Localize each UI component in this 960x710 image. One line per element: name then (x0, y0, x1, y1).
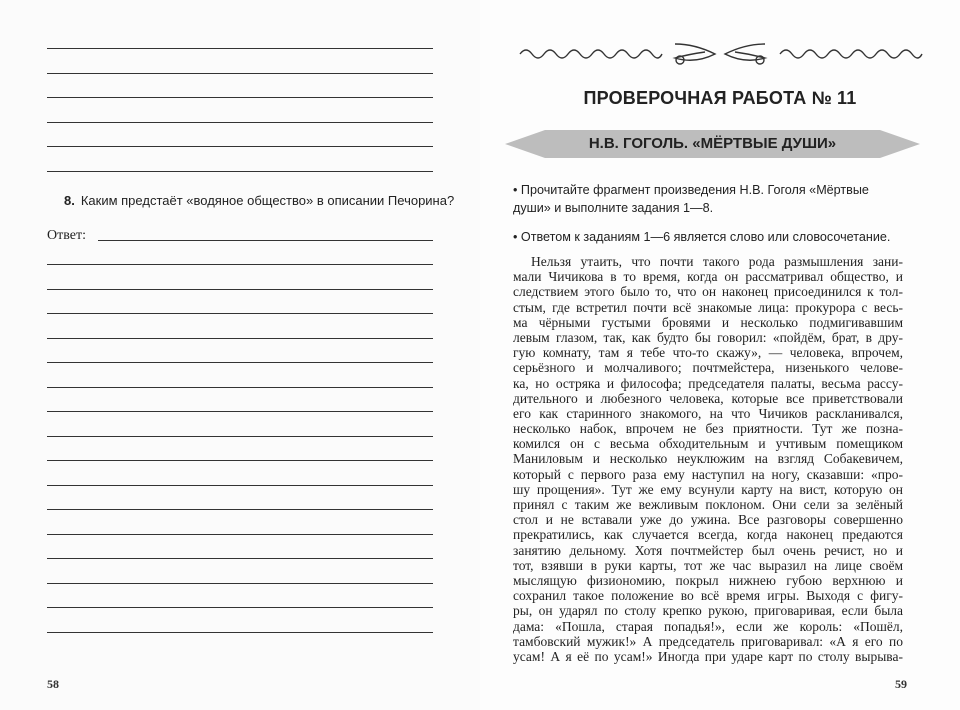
text-line-content: комился он с весьма обходительным и учтивым помещиком (513, 436, 903, 452)
text-line-content: который с первого раза ему наступил на ногу, сказавши: «про- (513, 466, 903, 482)
text-line-content: шу прощения». Тут же ему всунули карту на вист, которую он (513, 481, 903, 497)
page-number: 59 (895, 677, 907, 691)
text-line (513, 436, 903, 451)
question-number: 8. (64, 193, 75, 208)
answer-line (47, 313, 433, 314)
text-fragment (513, 254, 903, 664)
text-line-content: ка, но остряка и философа; председателя палаты, весьма рассу- (513, 375, 903, 391)
answer-line (47, 387, 433, 388)
answer-line (47, 122, 433, 123)
answer-line (47, 558, 433, 559)
text-line-content: Маниловым и несколько неуклюжим на взгляд Собакевичем, (513, 451, 903, 467)
text-line-content: следствием этого было то, что он наконец присоединился к тол- (513, 284, 903, 300)
answer-line (47, 583, 433, 584)
text-line-content: ма чёрными густыми бровями и несколько подмигивавшим (513, 314, 903, 330)
text-line (513, 406, 903, 421)
text-line-content: серьёзного и молчаливого; почтмейстера, низенького челове- (513, 360, 903, 376)
answer-label: Ответ: (47, 228, 86, 243)
text-line-content: тот, взявши в руки карты, тот же час выразил на лице своём (513, 557, 903, 573)
text-line (513, 527, 903, 542)
text-line (513, 284, 903, 299)
text-line (513, 391, 903, 406)
text-line (513, 634, 903, 649)
answer-line (47, 632, 433, 633)
text-line-content: прекратились, как случается всегда, когда наконец предаются (513, 527, 903, 543)
answer-line (47, 436, 433, 437)
right-page (480, 0, 960, 710)
answer-line (47, 264, 433, 265)
page-number: 58 (47, 677, 59, 691)
ornament-divider-icon (500, 36, 940, 66)
text-line (513, 649, 903, 664)
text-line-content: левым глазом, так, как будто бы говорил: «пойдём, брат, в дру- (513, 329, 903, 345)
question-8 (64, 193, 454, 208)
question-text: Каким предстаёт «водяное общество» в описании Печорина? (80, 193, 455, 208)
text-line-content: тамбовский мужик!» А председатель приговаривал: «А я его по (513, 633, 903, 649)
answer-line (47, 534, 433, 535)
text-line-content: принял с таким же вежливым поклоном. Они сели за зелёный (513, 497, 903, 512)
text-line (513, 573, 903, 588)
text-line (513, 254, 903, 269)
text-line-content: несколько набок, впрочем не без приятности. Тут же позна- (513, 421, 903, 437)
page-title: ПРОВЕРОЧНАЯ РАБОТА № 11 (583, 88, 857, 108)
text-line (513, 619, 903, 634)
text-line (513, 482, 903, 497)
answer-line (47, 289, 433, 290)
text-line (513, 497, 903, 512)
answer-line (47, 48, 433, 49)
answer-line (47, 460, 433, 461)
answer-line (47, 97, 433, 98)
text-line-content: усам! А я её по усам!» Иногда при ударе карт по столу вырыва- (513, 648, 903, 664)
instruction: • Ответом к заданиям 1—6 является слово или словосочетание. (513, 230, 891, 244)
text-line-content: мыслящую физиономию, покрыл нижнею губою верхнюю и (513, 572, 903, 588)
instruction: • Прочитайте фрагмент произведения Н.В. Гоголя «Мёртвые души» и выполните задания 1—8. (513, 183, 869, 215)
text-line (513, 588, 903, 603)
text-line-content: его как старинного знакомого, на что Чичиков раскланивался, (513, 405, 903, 421)
answer-line (47, 485, 433, 486)
text-line-content: стым, где встретил почти всё знакомые лица: прокурора с весь- (513, 299, 903, 315)
text-line-content: ры, он ударял по столу крепко рукою, приговаривая, если была (513, 603, 903, 619)
text-line (513, 360, 903, 375)
text-line (513, 543, 903, 558)
text-line-content: дительного и любезного человека, которые все приветствовали (513, 390, 903, 406)
text-line (513, 512, 903, 527)
text-line (513, 315, 903, 330)
text-line (513, 467, 903, 482)
answer-line (47, 509, 433, 510)
text-line (513, 451, 903, 466)
text-line-content: занятию дельному. Хотя почтмейстер был очень речист, но и (513, 542, 903, 558)
text-line (513, 300, 903, 315)
answer-line (47, 338, 433, 339)
text-line-content: мали Чичикова в то время, когда он рассматривал общество, и (513, 269, 903, 285)
text-line-content: дама: «Пошла, старая попадья!», если же король: «Пошёл, (513, 618, 903, 634)
answer-line (98, 240, 433, 241)
text-line (513, 603, 903, 618)
subtitle: Н.В. ГОГОЛЬ. «МЁРТВЫЕ ДУШИ» (588, 135, 837, 152)
text-line (513, 269, 903, 284)
text-line (513, 421, 903, 436)
text-line (513, 330, 903, 345)
text-line-content: стол и не вставали уже до ужина. Все разговоры совершенно (513, 512, 903, 528)
text-line-content: сохранил такое положение во всё время игры. Выходя с фигу- (513, 588, 903, 604)
answer-line (47, 146, 433, 147)
answer-line (47, 411, 433, 412)
answer-line (47, 362, 433, 363)
text-line-content: Нельзя утаить, что почти такого рода размышления зани- (531, 254, 903, 269)
text-line (513, 376, 903, 391)
text-line-content: гую комнату, там я тебе что-то скажу», — человека, впрочем, (513, 345, 903, 361)
answer-line (47, 607, 433, 608)
answer-line (47, 73, 433, 74)
text-line (513, 558, 903, 573)
answer-line (47, 171, 433, 172)
text-line (513, 345, 903, 360)
